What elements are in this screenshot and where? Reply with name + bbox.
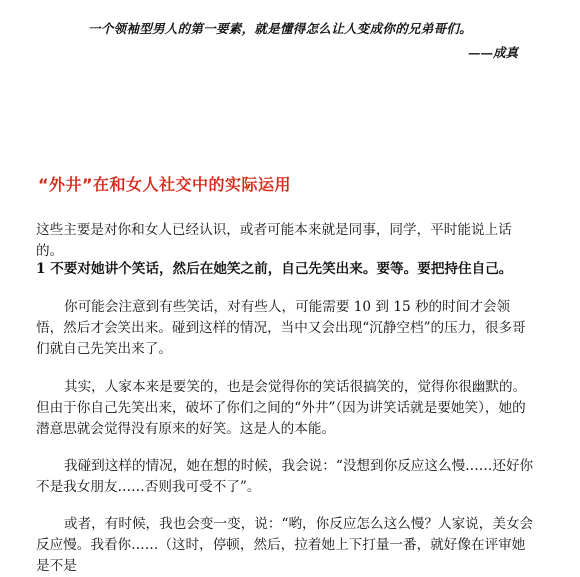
paragraph-body: 其实，人家本来是要笑的，也是会觉得你的笑话很搞笑的，觉得你很幽默的。但由于你自己先笑出来，破坏了你们之间的“外井”（因为讲笑话就是要她笑），她的潜意思就会觉得没有原来的好笑。这是人的本能。 — [36, 379, 527, 437]
section-heading: “外井”在和女人社交中的实际运用 — [38, 175, 292, 194]
paragraph-body: 你可能会注意到有些笑话，对有些人，可能需要 10 到 15 秒的时间才会领悟，然后才会笑出来。碰到这样的情况，当中又会出现“沉静空档”的压力，很多哥们就自己先笑出来了。 — [36, 299, 526, 357]
paragraph-rule-1: 1 不要对她讲个笑话，然后在她笑之前，自己先笑出来。要等。要把持住自己。 — [36, 261, 513, 277]
epigraph-quote: 一个领袖型男人的第一要素，就是懂得怎么让人变成你的兄弟哥们。 — [88, 21, 473, 36]
paragraph-intro: 这些主要是对你和女人已经认识，或者可能本来就是同事，同学，平时能说上话的。 — [36, 222, 512, 259]
paragraph-body: 或者，有时候，我也会变一变，说：“哟，你反应怎么这么慢？人家说，美女会反应慢。我看你……（这时，停顿，然后，拉着她上下打量一番，就好像在评审她是不是 — [36, 516, 534, 574]
paragraph-body: 我碰到这样的情况，她在想的时候，我会说：“没想到你反应这么慢……还好你不是我女朋友……否则我可受不了”。 — [36, 458, 534, 495]
epigraph-author: ——成真 — [467, 45, 518, 60]
